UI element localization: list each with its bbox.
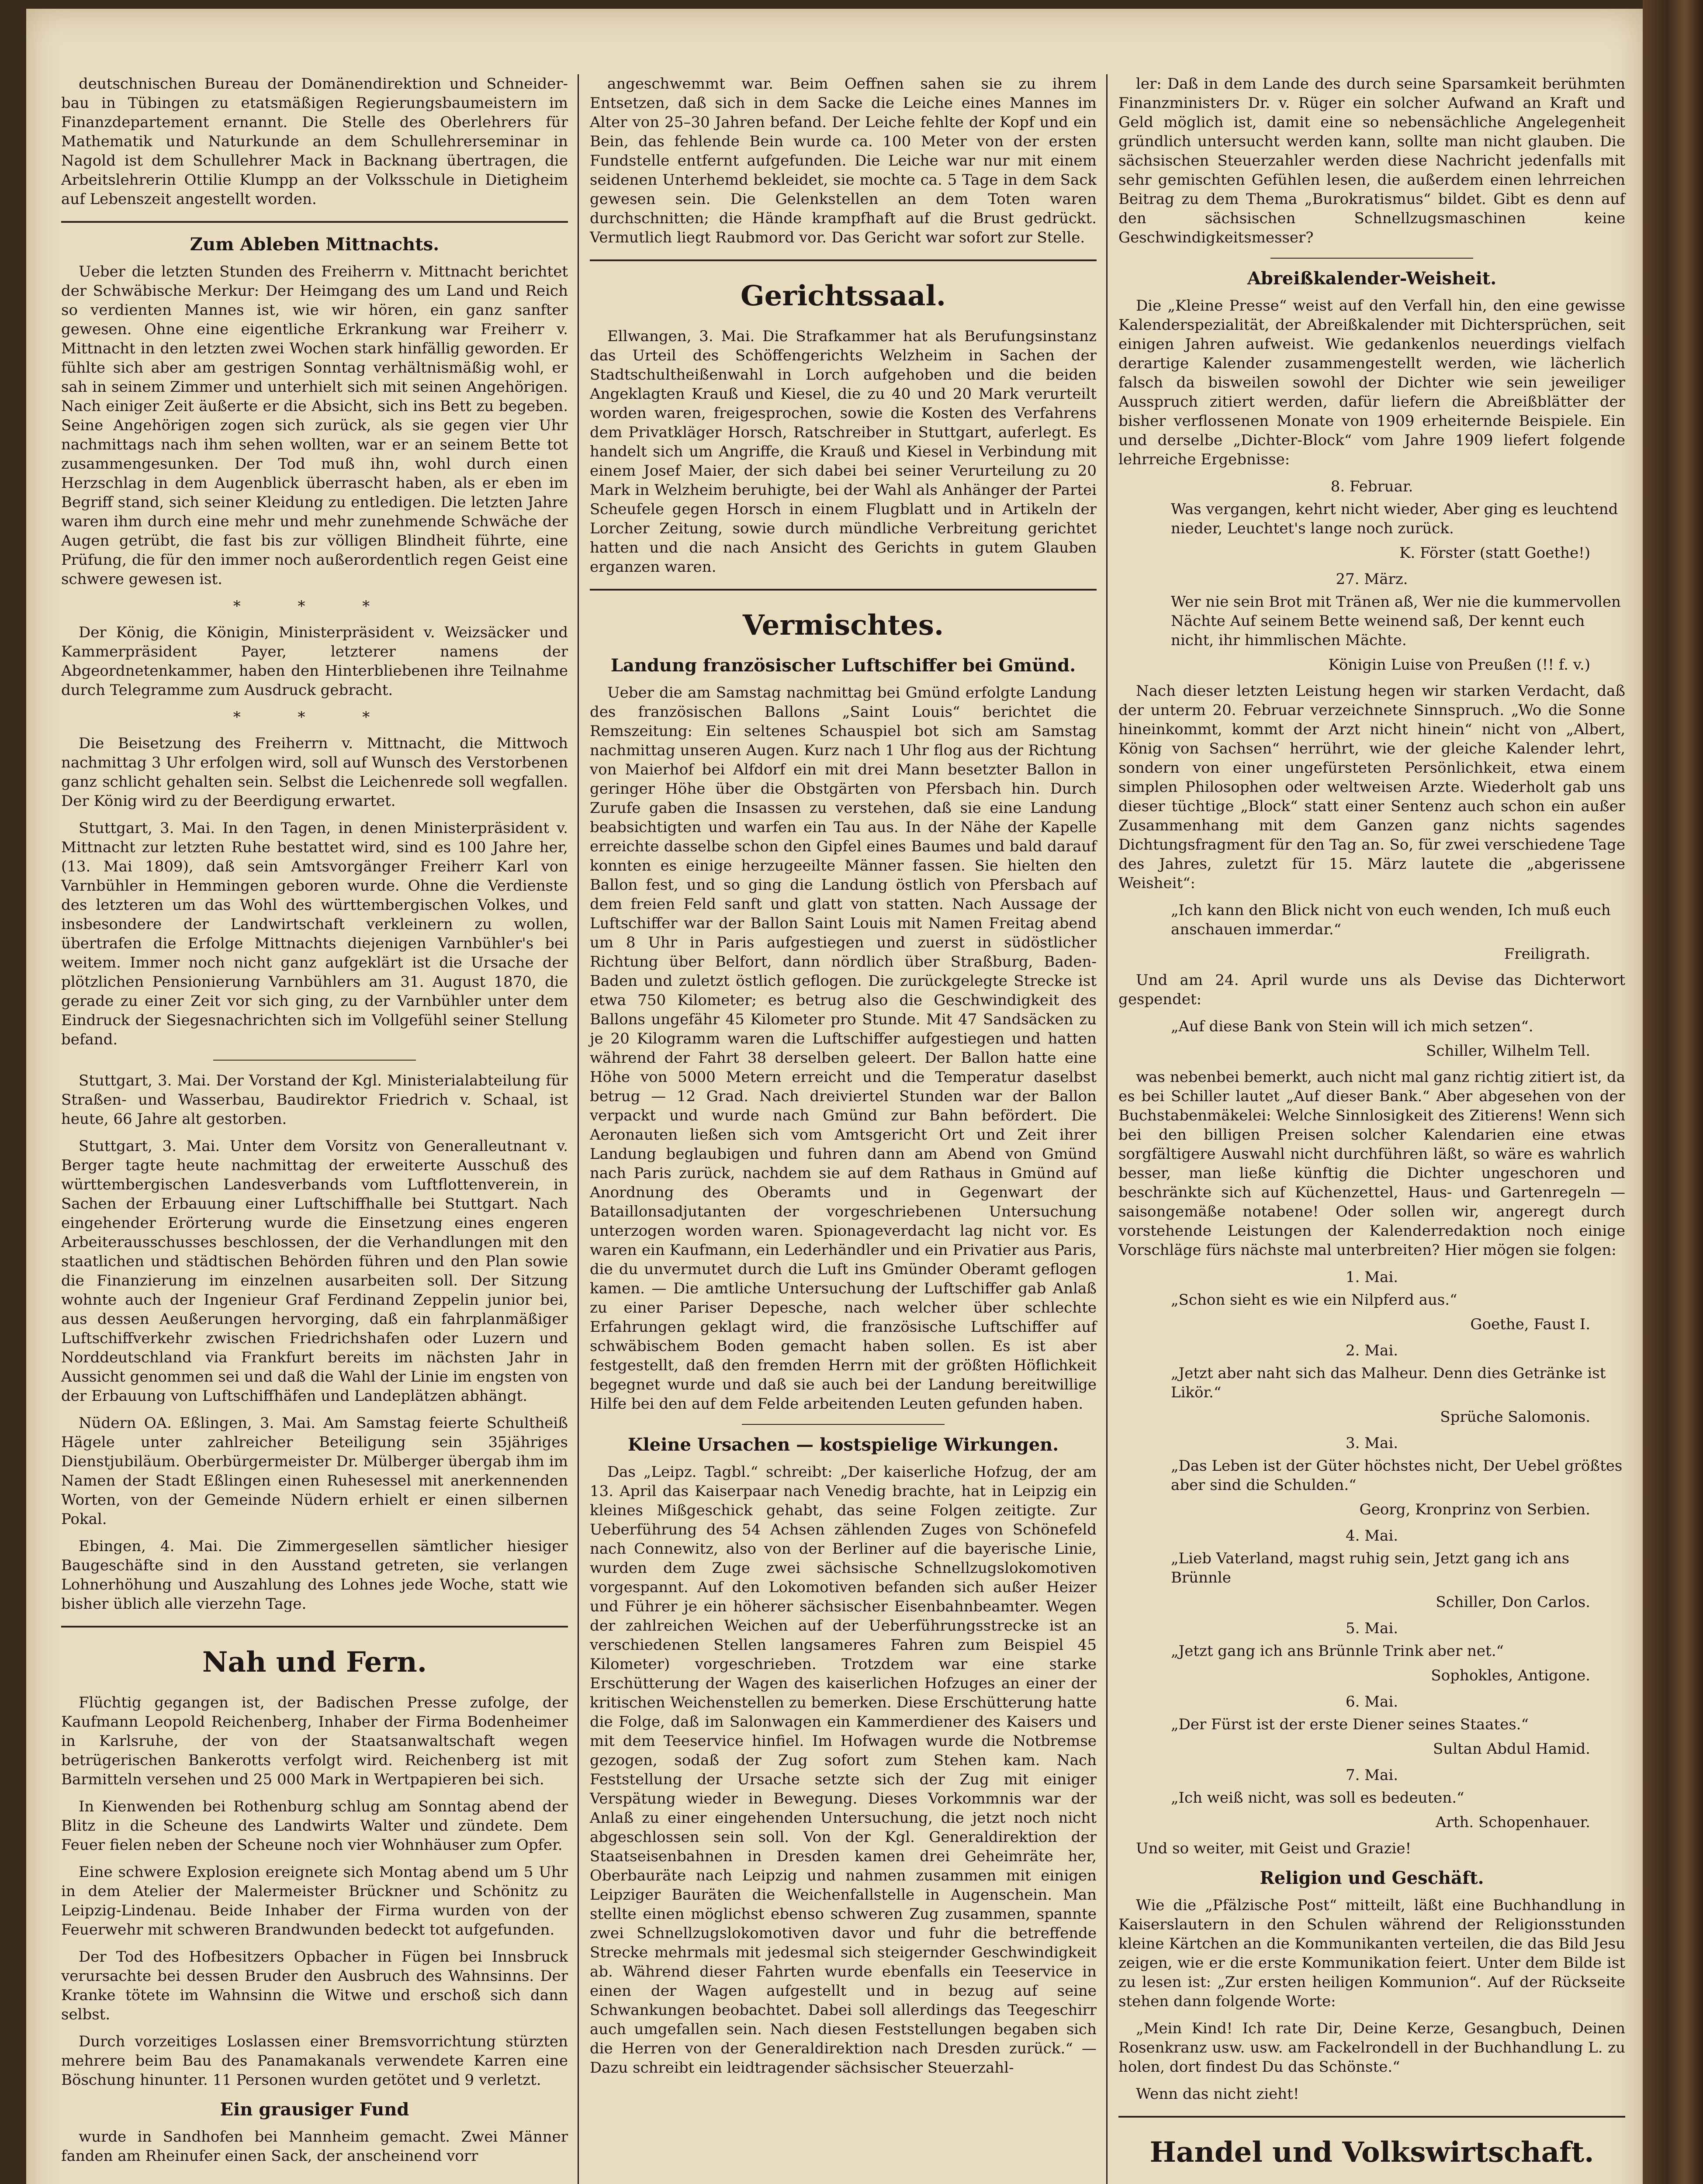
section-rule (590, 589, 1097, 591)
column-1 (61, 74, 568, 2174)
article-paragraph: Und am 24. April wurde uns als Devise das Dichterwort gespendet: (1118, 971, 1625, 1008)
verse-date: 3. Mai. (1345, 1434, 1398, 1452)
verse-text: Wer nie sein Brot mit Tränen aß, Wer nie die kummervollen Nächte Auf seinem Bette weinend saß, Der kennt euch nicht, ihr himmlischen Mächte. (1171, 593, 1621, 649)
short-rule (1270, 258, 1473, 259)
article-paragraph: Nach dieser letzten Leistung hegen wir starken Verdacht, daß der unterm 20. Februar verzeichnete Sinnspruch. „Wo die Sonne hineinkommt, kommt der Arzt nicht hinein“ nicht von „Albert, König von Sachsen“ herrührt, wie der gleiche Kalender lehrt, sondern von einer ungefürsteten Persönlichkeit, etwa einem simplen Philosophen oder weltweisen Arzte. Wiederholt gab uns dieser tüchtige „Block“ statt einer Sentenz auch schon ein außer Zusammenhang mit dem Ganzen ganz nichts sagendes Dichtungsfragment für den Tag an. So, für zwei verschiedene Tage des Jahres, zuletzt für 15. März lautete die „abgerissene Weisheit“: (1118, 682, 1625, 892)
verse-text: „Der Fürst ist der erste Diener seines Staates.“ (1171, 1716, 1529, 1733)
verse-date: 1. Mai. (1345, 1268, 1398, 1286)
verse-date: 2. Mai. (1345, 1342, 1398, 1359)
intro-paragraph: deutschnischen Bureau der Domänendirektion und Schneider-bau in Tübingen zu etatsmäßigen Regierungsbaumeistern im Finanzdepartement ernannt. Die Stelle des Oberlehrers für Mathematik und Naturkunde an dem Schullehrerseminar in Nagold ist dem Schullehrer Mack in Backnang übertragen, die Arbeitslehrerin Ottilie Klumpp an der Volksschule in Dietigheim auf Lebenszeit angestellt worden. (61, 75, 568, 208)
verse-text: „Ich kann den Blick nicht von euch wenden, Ich muß euch anschauen immerdar.“ (1171, 902, 1611, 938)
verse-text: „Lieb Vaterland, magst ruhig sein, Jetzt gang ich ans Brünnle (1171, 1550, 1570, 1586)
verse-author: Königin Luise von Preußen (!! f. v.) (1328, 656, 1590, 674)
column-3 (1118, 74, 1625, 2184)
verse-author: Goethe, Faust I. (1470, 1316, 1590, 1333)
subheading-abreisskalender: Abreißkalender-Weisheit. (1247, 268, 1497, 289)
article-paragraph: Wie die „Pfälzische Post“ mitteilt, läßt eine Buchhandlung in Kaiserslautern in den Schulen während der Religionsstunden kleine Kärtchen an die Kommunikanten verteilen, die das Bild Jesu zeigen, wie er die erste Kommunikation feiert. Unter dem Bilde ist zu lesen ist: „Zur ersten heiligen Kommunion“. Auf der Rückseite stehen dann folgende Worte: (1118, 1897, 1625, 2010)
verse-text: „Ich weiß nicht, was soll es bedeuten.“ (1171, 1789, 1464, 1807)
verse-text: „Jetzt aber naht sich das Malheur. Denn dies Getränke ist Likör.“ (1171, 1365, 1606, 1401)
short-rule (742, 1424, 945, 1425)
verse-author: Schiller, Wilhelm Tell. (1426, 1042, 1590, 1060)
verse-author: Arth. Schopenhauer. (1436, 1814, 1590, 1831)
column-divider (1106, 74, 1108, 2184)
section-rule (61, 1626, 568, 1628)
article-paragraph: Der Tod des Hofbesitzers Opbacher in Fügen bei Innsbruck verursachte bei dessen Bruder den Ausbruch des Wahnsinns. Der Kranke tötete im Wahnsinn die Witwe und erschoß sich dann selbst. (61, 1948, 568, 2023)
heading-handel: Handel und Volkswirtschaft. (1149, 2136, 1594, 2169)
article-paragraph: Ebingen, 4. Mai. Die Zimmergesellen sämtlicher hiesiger Baugeschäfte sind in den Ausstand getreten, sie verlangen Lohnerhöhung und Auszahlung des Lohnes jede Woche, statt wie bisher üblich alle vierzehn Tage. (61, 1538, 568, 1613)
article-paragraph: Durch vorzeitiges Loslassen einer Bremsvorrichtung stürzten mehrere beim Bau des Panamakanals verwendete Karren eine Böschung hinunter. 11 Personen wurden getötet und 9 verletzt. (61, 2033, 568, 2089)
column-divider (578, 74, 579, 2184)
separator-stars: * * * (233, 598, 396, 615)
verse-author: Sprüche Salomonis. (1440, 1408, 1590, 1426)
verse-author: Schiller, Don Carlos. (1436, 1593, 1590, 1611)
article-paragraph: wurde in Sandhofen bei Mannheim gemacht. Zwei Männer fanden am Rheinufer einen Sack, der anscheinend vorr (61, 2128, 568, 2165)
article-paragraph: Ellwangen, 3. Mai. Die Strafkammer hat als Berufungsinstanz das Urteil des Schöffengerichts Welzheim in Sachen der Stadtschultheißenwahl in Lorch aufgehoben und die beiden Angeklagten Krauß und Kiesel, die zu 40 und 20 Mark verurteilt worden waren, freigesprochen, sowie die Kosten des Verfahrens dem Privatkläger Horsch, Ratschreiber in Stuttgart, auferlegt. Es handelt sich um Angriffe, die Krauß und Kiesel in Verbindung mit einem Josef Maier, der sich dabei bei seiner Verurteilung zu 20 Mark in Welzheim beruhigte, bei der Wahl als Anhänger der Partei Scheufele gegen Horsch in einem Flugblatt und in Artikeln der Lorcher Zeitung, sowie durch mündliche Verbreitung gerichtet hatten und die nach Ansicht des Gerichts in gutem Glauben erganzen waren. (590, 328, 1097, 576)
subheading-kleine-ursachen: Kleine Ursachen — kostspielige Wirkungen. (627, 1434, 1059, 1455)
section-rule (590, 259, 1097, 261)
article-paragraph: Flüchtig gegangen ist, der Badischen Presse zufolge, der Kaufmann Leopold Reichenberg, Inhaber der Firma Bodenheimer in Karlsruhe, der von der Staatsanwaltschaft wegen betrügerischen Bankerotts verfolgt wird. Reichenberg ist mit Barmitteln versehen und 25 000 Mark in Wertpapieren bei sich. (61, 1694, 568, 1788)
short-rule (213, 1060, 416, 1061)
heading-gerichtssaal: Gerichtssaal. (740, 280, 946, 312)
article-paragraph: Der König, die Königin, Ministerpräsident v. Weizsäcker und Kammerpräsident Payer, letzterer namens der Abgeordnetenkammer, haben den Hinterbliebenen ihre Teilnahme durch Telegramme zum Ausdruck gebracht. (61, 624, 568, 699)
article-paragraph: Stuttgart, 3. Mai. Der Vorstand der Kgl. Ministerialabteilung für Straßen- und Wasserbau, Baudirektor Friedrich v. Schaal, ist heute, 66 Jahre alt gestorben. (61, 1072, 568, 1128)
verse-date: 8. Februar. (1330, 478, 1413, 495)
heading-vermischtes: Vermischtes. (742, 609, 944, 642)
verse-text: „Schon sieht es wie ein Nilpferd aus.“ (1171, 1291, 1457, 1309)
verse-text: Was vergangen, kehrt nicht wieder, Aber ging es leuchtend nieder, Leuchtet's lange noch zurück. (1171, 501, 1618, 537)
verse-date: 7. Mai. (1345, 1766, 1398, 1784)
article-paragraph: „Mein Kind! Ich rate Dir, Deine Kerze, Gesangbuch, Deinen Rosenkranz usw. usw. am Fackelrondell in der Buchhandlung L. zu holen, dort findest Du das Schönste.“ (1118, 2020, 1625, 2076)
article-paragraph: Wenn das nicht zieht! (1136, 2085, 1299, 2103)
article-paragraph: Eine schwere Explosion ereignete sich Montag abend um 5 Uhr in dem Atelier der Malermeister Brückner und Schönitz zu Leipzig-Lindenau. Beide Inhaber der Firma wurden von der Feuerwehr mit schweren Brandwunden bedeckt tot aufgefunden. (61, 1863, 568, 1939)
article-paragraph: Die „Kleine Presse“ weist auf den Verfall hin, den eine gewisse Kalenderspezialität, der Abreißkalender mit Dichtersprüchen, seit einigen Jahren aufweist. Wie gedankenlos neuerdings vielfach derartige Kalender zusammengestellt werden, wie lächerlich falsch da bisweilen sowohl der Dichter wie sein jeweiliger Ausspruch zitiert werden, dafür liefern die Abreißblätter der bisher verflossenen Monate von 1909 erheiternde Beispiele. Ein und derselbe „Dichter-Block“ vom Jahre 1909 liefert folgende lehrreiche Ergebnisse: (1118, 297, 1625, 468)
verse-author: Sophokles, Antigone. (1431, 1667, 1590, 1684)
heading-nah-und-fern: Nah und Fern. (202, 1646, 427, 1679)
subheading-religion: Religion und Geschäft. (1260, 1868, 1484, 1888)
article-paragraph: Stuttgart, 3. Mai. Unter dem Vorsitz von Generalleutnant v. Berger tagte heute nachmittag der erweiterte Ausschuß des württembergischen Landesverbands vom Luftflottenverein, in Sachen der Erbauung einer Luftschiffhalle bei Stuttgart. Nach eingehender Erörterung wurde die Einsetzung eines engeren Arbeiterausschusses beschlossen, der die Verhandlungen mit den staatlichen und städtischen Behörden führen und den Plan sowie die Finanzierung im einzelnen ausarbeiten soll. Der Sitzung wohnte auch der Ingenieur Graf Ferdinand Zeppelin junior bei, aus dessen Aeußerungen hervorging, daß ein fahrplanmäßiger Luftschiffverkehr zwischen Friedrichshafen oder Luzern und Norddeutschland via Frankfurt bereits im nächsten Jahr in Aussicht genommen sei und daß die Wahl der Linie im engsten von der Erbauung von Luftschiffhäfen und Landeplätzen abhängt. (61, 1137, 568, 1405)
separator-stars: * * * (233, 708, 396, 726)
verse-text: „Jetzt gang ich ans Brünnle Trink aber net.“ (1171, 1642, 1504, 1660)
article-paragraph: Die Beisetzung des Freiherrn v. Mittnacht, die Mittwoch nachmittag 3 Uhr erfolgen wird, soll auf Wunsch des Verstorbenen ganz schlicht gehalten sein. Selbst die Leichenrede soll wegfallen. Der König wird zu der Beerdigung erwartet. (61, 735, 568, 810)
article-paragraph: Nüdern OA. Eßlingen, 3. Mai. Am Samstag feierte Schultheiß Hägele unter zahlreicher Beteiligung sein 35jähriges Dienstjubiläum. Oberbürgermeister Dr. Mülberger übergab ihm im Namen der Stadt Eßlingen einen Ruhesessel mit anerkennenden Worten, von der Gemeinde Nüdern erhielt er einen silbernen Pokal. (61, 1414, 568, 1528)
section-rule (1118, 2116, 1625, 2118)
article-paragraph: was nebenbei bemerkt, auch nicht mal ganz richtig zitiert ist, da es bei Schiller lautet „Auf dieser Bank.“ Aber abgesehen von der Buchstabenmäkelei: Welche Sinnlosigkeit des Zitierens! Wenn sich bei den billigen Preisen solcher Kalendarien eine etwas sorgfältigere Auswahl nicht durchführen läßt, so wäre es wahrlich besser, man ließe künftig die Dichter ungeschoren und beschränkte sich auf Küchenzettel, Haus- und Gartenregeln — saisongemäße notabene! Oder sollen wir, angeregt durch vorstehende Leistungen der Kalenderredaktion noch einige Vorschläge fürs nächste mal unterbreiten? Hier mögen sie folgen: (1118, 1068, 1625, 1259)
subheading-luftschiffer: Landung französischer Luftschiffer bei Gmünd. (610, 655, 1076, 676)
verse-text: „Auf diese Bank von Stein will ich mich setzen“. (1171, 1018, 1533, 1035)
article-paragraph: In Kienwenden bei Rothenburg schlug am Sonntag abend der Blitz in die Scheune des Landwirts Walter und zündete. Dem Feuer fielen neben der Scheune noch vier Wohnhäuser zum Opfer. (61, 1798, 568, 1854)
article-paragraph: ler: Daß in dem Lande des durch seine Sparsamkeit berühmten Finanzministers Dr. v. Rüger ein solcher Aufwand an Kraft und Geld möglich ist, damit eine so nebensächliche Angelegenheit gründlich untersucht werden kann, sollte man nicht glauben. Die sächsischen Steuerzahler werden diese Nachricht jedenfalls mit sehr gemischten Gefühlen lesen, die außerdem einen lehrreichen Beitrag zu dem Thema „Burokratismus“ bildet. Gibt es denn auf den sächsischen Schnellzugsmaschinen keine Geschwindigkeitsmesser? (1118, 75, 1625, 246)
book-spine (1643, 0, 1703, 2184)
verse-date: 4. Mai. (1345, 1527, 1398, 1545)
article-paragraph: Das „Leipz. Tagbl.“ schreibt: „Der kaiserliche Hofzug, der am 13. April das Kaiserpaar nach Venedig brachte, hat in Leipzig ein kleines Mißgeschick gehabt, das seine Folgen zeitigte. Zur Ueberführung des 54 Achsen zählenden Zuges von Schönefeld nach Connewitz, also von der Berliner auf die bayerische Linie, wurden dem Zuge zwei sächsische Schnellzugslokomotiven vorgespannt. Auf den Lokomotiven befanden sich außer Heizer und Führer je ein höherer sächsischer Eisenbahnbeamter. Wegen der zahlreichen Weichen auf der Ueberführungsstrecke ist an verschiedenen Stellen langsameres Fahren zum Beispiel 45 Kilometer) vorgeschrieben. Trotzdem war eine starke Erschütterung der Wagen des kaiserlichen Hofzuges an einer der kritischen Weichenstellen zu bemerken. Diese Erschütterung hatte die Folge, daß im Salonwagen ein Kammerdiener des Kaisers und mit dem Teeservice hinfiel. Im Hofwagen wurde die Notbremse gezogen, sodaß der Zug sofort zum Stehen kam. Nach Feststellung der Ursache setzte sich der Zug mit einiger Verspätung wieder in Bewegung. Dieses Vorkommnis war der Anlaß zu einer eingehenden Untersuchung, die jetzt noch nicht abgeschlossen sein soll. Von der Kgl. Generaldirektion der Staatseisenbahnen in Dresden kamen drei Geheimräte her, Oberbauräte nach Leipzig und nahmen zusammen mit einigen Leipziger Bauräten die Weichenfallstelle in Augenschein. Man stellte einen möglichst ebenso schweren Zug zusammen, spannte zwei Schnellzugslokomotiven davor und fuhr die betreffende Strecke mehrmals mit jedesmal sich steigernder Geschwindigkeit ab. Während dieser Fahrten wurde ebenfalls ein Teeservice in einen der Wagen aufgestellt und in bezug auf seine Schwankungen beobachtet. Dabei soll allerdings das Teegeschirr auch umgefallen sein. Nach diesen Feststellungen begaben sich die Herren von der Generaldirektion nach Dresden zurück.“ — Dazu schreibt ein leidtragender sächsischer Steuerzahl- (590, 1463, 1097, 2077)
newspaper-page (26, 9, 1643, 2184)
article-paragraph: Und so weiter, mit Geist und Grazie! (1136, 1840, 1412, 1857)
verse-date: 27. März. (1336, 570, 1408, 588)
verse-date: 5. Mai. (1345, 1620, 1398, 1637)
verse-author: Sultan Abdul Hamid. (1433, 1740, 1590, 1758)
verse-author: Freiligrath. (1504, 945, 1590, 963)
verse-author: K. Förster (statt Goethe!) (1399, 544, 1590, 562)
article-paragraph: Ueber die letzten Stunden des Freiherrn v. Mittnacht berichtet der Schwäbische Merkur: Der Heimgang des um Land und Reich so verdienten Mannes ist, wie wir hören, ein ganz sanfter gewesen. Ohne eine eigentliche Erkrankung war Freiherr v. Mittnacht in den letzten zwei Wochen stark hinfällig geworden. Er fühlte sich aber am gestrigen Sonntag verhältnismäßig wohl, er sah in seinem Zimmer und unterhielt sich mit seinen Angehörigen. Nach einiger Zeit äußerte er die Absicht, sich ins Bett zu begeben. Seine Angehörigen zogen sich zurück, als sie gegen vier Uhr nachmittags nach ihm sehen wollten, war er an seinem Bette tot zusammengesunken. Der Tod muß ihn, wohl durch einen Herzschlag in dem Augenblick überrascht haben, als er eben im Begriff stand, sich seiner Kleidung zu entledigen. Die letzten Jahre waren ihm durch eine mehr und mehr zunehmende Schwäche der Augen getrübt, die fast bis zur völligen Blindheit führte, eine Prüfung, die für den immer noch außerordentlich regen Geist eine schwere gewesen ist. (61, 263, 568, 588)
article-paragraph: Stuttgart, 3. Mai. In den Tagen, in denen Ministerpräsident v. Mittnacht zur letzten Ruhe bestattet wird, sind es 100 Jahre her, (13. Mai 1809), daß sein Amtsvorgänger Freiherr Karl von Varnbühler in Hemmingen geboren wurde. Ohne die Verdienste des letzteren um das Wohl des württembergischen Volkes, und insbesondere der Landwirtschaft verkleinern zu wollen, übertrafen die Erfolge Mittnachts diejenigen Varnbühler's bei weitem. Immer noch nicht ganz aufgeklärt ist die Ursache der plötzlichen Pensionierung Varnbühlers am 31. August 1870, die gerade zu einer Zeit vor sich ging, zu der Varnbühler unter dem Eindruck der Siegesnachrichten sich im Vollgefühl seiner Stellung befand. (61, 819, 568, 1048)
subheading-fund: Ein grausiger Fund (220, 2099, 409, 2120)
section-rule (61, 221, 568, 223)
verse-text: „Das Leben ist der Güter höchstes nicht, Der Uebel größtes aber sind die Schulden.“ (1171, 1457, 1623, 1494)
article-paragraph: Ueber die am Samstag nachmittag bei Gmünd erfolgte Landung des französischen Ballons „Saint Louis“ berichtet die Remszeitung: Ein seltenes Schauspiel bot sich am Samstag nachmittag unseren Augen. Kurz nach 1 Uhr flog aus der Richtung von Maierhof bei Alfdorf ein mit drei Mann besetzter Ballon in geringer Höhe über die Obstgärten von Pfersbach hin. Durch Zurufe gaben die Insassen zu verstehen, daß sie eine Landung beabsichtigten und warfen ein Tau aus. In der Nähe der Kapelle erreichte dasselbe schon den Gipfel eines Baumes und bald darauf konnten es einige herzugeeilte Männer fassen. Sie hielten den Ballon fest, und so ging die Landung östlich von Pfersbach auf dem freien Feld sanft und glatt von statten. Nach Aussage der Luftschiffer war der Ballon Saint Louis mit Namen Freitag abend um 8 Uhr in Paris aufgestiegen und zuerst in südöstlicher Richtung über Belfort, dann nördlich über Straßburg, Baden-Baden und zuletzt östlich geflogen. Die zurückgelegte Strecke ist etwa 750 Kilometer; es betrug also die Geschwindigkeit des Ballons ungefähr 45 Kilometer pro Stunde. Mit 47 Sandsäcken zu je 20 Kilogramm waren die Luftschiffer aufgestiegen und hatten während der Fahrt 38 derselben geleert. Der Ballon hatte eine Höhe von 5000 Metern erreicht und die Temperatur daselbst betrug — 12 Grad. Nach dreiviertel Stunden war der Ballon verpackt und wurde nach Gmünd zur Bahn befördert. Die Aeronauten ließen sich vom Amtsgericht Ort und Zeit ihrer Landung beglaubigen und fuhren dann am Abend von Gmünd nach Paris zurück, nachdem sie auf dem Rathaus in Gmünd auf Anordnung des Oberamts und in Gegenwart der Bataillonsadjutanten der vorgeschriebenen Untersuchung unterzogen worden waren. Spionageverdacht lag nicht vor. Es waren ein Kaufmann, ein Lederhändler und ein Privatier aus Paris, die du unvermutet durch die Luft ins Gmünder Oberamt geflogen kamen. — Die amtliche Untersuchung der Luftschiffer gab Anlaß zu einer Pariser Depesche, nach welcher über schlechte Erfahrungen geklagt wird, die französische Luftschiffer auf schwäbischem Boden gemacht haben sollen. Es ist aber festgestellt, daß den fremden Herrn mit der größten Höflichkeit begegnet wurde und daß sie auch bei der Landung bereitwillige Hilfe bei den auf dem Felde arbeitenden Leuten gefunden haben. (590, 684, 1097, 1413)
verse-date: 6. Mai. (1345, 1693, 1398, 1711)
heading-mittnacht: Zum Ableben Mittnachts. (190, 234, 440, 255)
column-2 (590, 74, 1097, 2085)
article-paragraph: angeschwemmt war. Beim Oeffnen sahen sie zu ihrem Entsetzen, daß sich in dem Sacke die Leiche eines Mannes im Alter von 25–30 Jahren befand. Der Leiche fehlte der Kopf und ein Bein, das fehlende Bein wurde ca. 100 Meter von der ersten Fundstelle entfernt aufgefunden. Die Leiche war nur mit einem seidenen Unterhemd bekleidet, sie mochte ca. 5 Tage in dem Sack gewesen sein. Die Gelenkstellen an dem Toten waren durchschnitten; die Hände krampfhaft auf die Brust gedrückt. Vermutlich liegt Raubmord vor. Das Gericht war sofort zur Stelle. (590, 75, 1097, 246)
verse-author: Georg, Kronprinz von Serbien. (1359, 1501, 1590, 1518)
